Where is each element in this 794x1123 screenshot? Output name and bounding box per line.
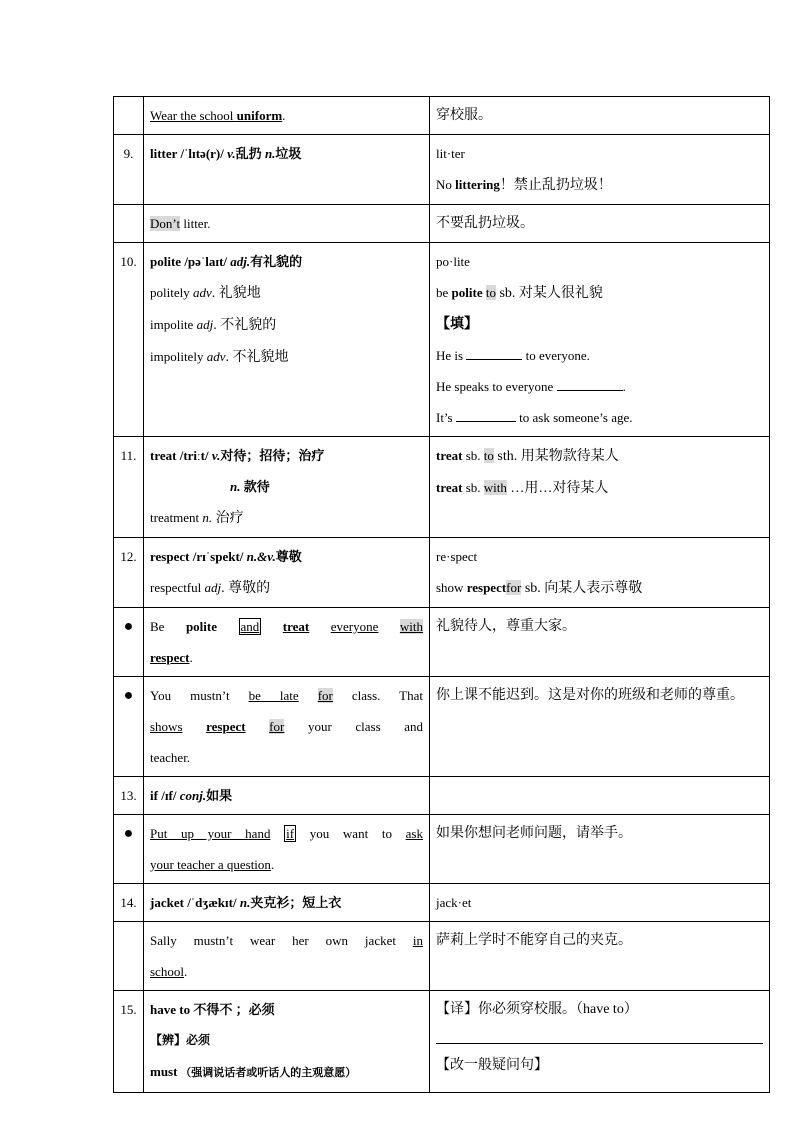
headword-cell: litter /ˈlɪtə(r)/ v.乱扔 n.垃圾 — [144, 135, 430, 205]
notes-cell: po·lite be polite to sb. 对某人很礼貌 【填】 He is to everyone. He speaks to everyone . It’s to ask someone’s age. — [430, 243, 770, 437]
translation-cell: 礼貌待人，尊重大家。 — [430, 608, 770, 677]
table-row — [114, 437, 770, 538]
table-row — [114, 884, 770, 922]
table-row — [114, 815, 770, 884]
example-cell: Wear the school uniform. — [144, 97, 430, 135]
translation-cell: 如果你想问老师问题，请举手。 — [430, 815, 770, 884]
bullet-icon: ● — [114, 608, 144, 677]
bullet-icon: ● — [114, 815, 144, 884]
headword-cell: if /ɪf/ conj.如果 — [144, 777, 430, 815]
row-number: 13. — [114, 777, 144, 815]
row-number — [114, 205, 144, 243]
table-row — [114, 677, 770, 777]
headword-cell: have to 不得不 ；必须 【辨】必须 must （强调说话者或听话人的主观意愿） — [144, 991, 430, 1093]
exercise-cell: 【译】你必须穿校服。（have to） 【改一般疑问句】 — [430, 991, 770, 1093]
bullet-icon: ● — [114, 677, 144, 777]
row-number: 15. — [114, 991, 144, 1093]
headword-cell: polite /pəˈlaɪt/ adj.有礼貌的 politely adv. 礼貌地 impolite adj. 不礼貌的 impolitely adv. 不礼貌地 — [144, 243, 430, 437]
table-row — [114, 608, 770, 677]
row-number: 10. — [114, 243, 144, 437]
translation-cell: 你上课不能迟到。这是对你的班级和老师的尊重。 — [430, 677, 770, 777]
table-row — [114, 205, 770, 243]
headword-cell: treat /triːt/ v.对待；招待；治疗 n. 款待 treatment n. 治疗 — [144, 437, 430, 538]
table-row — [114, 922, 770, 991]
headword-cell: jacket /ˈdʒækɪt/ n.夹克衫；短上衣 — [144, 884, 430, 922]
headword-cell: respect /rɪˈspekt/ n.&v.尊敬 respectful adj. 尊敬的 — [144, 538, 430, 608]
example-cell: Sally mustn’t wear her own jacket in school. — [144, 922, 430, 991]
table-row — [114, 991, 770, 1093]
table-row — [114, 97, 770, 135]
table-row — [114, 243, 770, 437]
example-cell: Put up your hand if you want to ask your teacher a question. — [144, 815, 430, 884]
example-cell: Be polite and treat everyone with respect. — [144, 608, 430, 677]
row-number: 9. — [114, 135, 144, 205]
table-row — [114, 538, 770, 608]
row-number — [114, 97, 144, 135]
vocab-table — [113, 96, 770, 1093]
table-row — [114, 135, 770, 205]
example-cell: Don’t litter. — [144, 205, 430, 243]
answer-line[interactable] — [436, 1025, 763, 1044]
row-number — [114, 922, 144, 991]
notes-cell: lit·ter No littering！禁止乱扔垃圾！ — [430, 135, 770, 205]
notes-cell: treat sb. to sth. 用某物款待某人 treat sb. with …用…对待某人 — [430, 437, 770, 538]
translation-cell: 萨莉上学时不能穿自己的夹克。 — [430, 922, 770, 991]
example-cell: You mustn’t be late for class. That shows respect for your class and teacher. — [144, 677, 430, 777]
table-row — [114, 777, 770, 815]
notes-cell: jack·et — [430, 884, 770, 922]
translation-cell: 不要乱扔垃圾。 — [430, 205, 770, 243]
row-number: 11. — [114, 437, 144, 538]
notes-cell — [430, 777, 770, 815]
notes-cell: re·spect show respectfor sb. 向某人表示尊敬 — [430, 538, 770, 608]
row-number: 14. — [114, 884, 144, 922]
row-number: 12. — [114, 538, 144, 608]
translation-cell: 穿校服。 — [430, 97, 770, 135]
